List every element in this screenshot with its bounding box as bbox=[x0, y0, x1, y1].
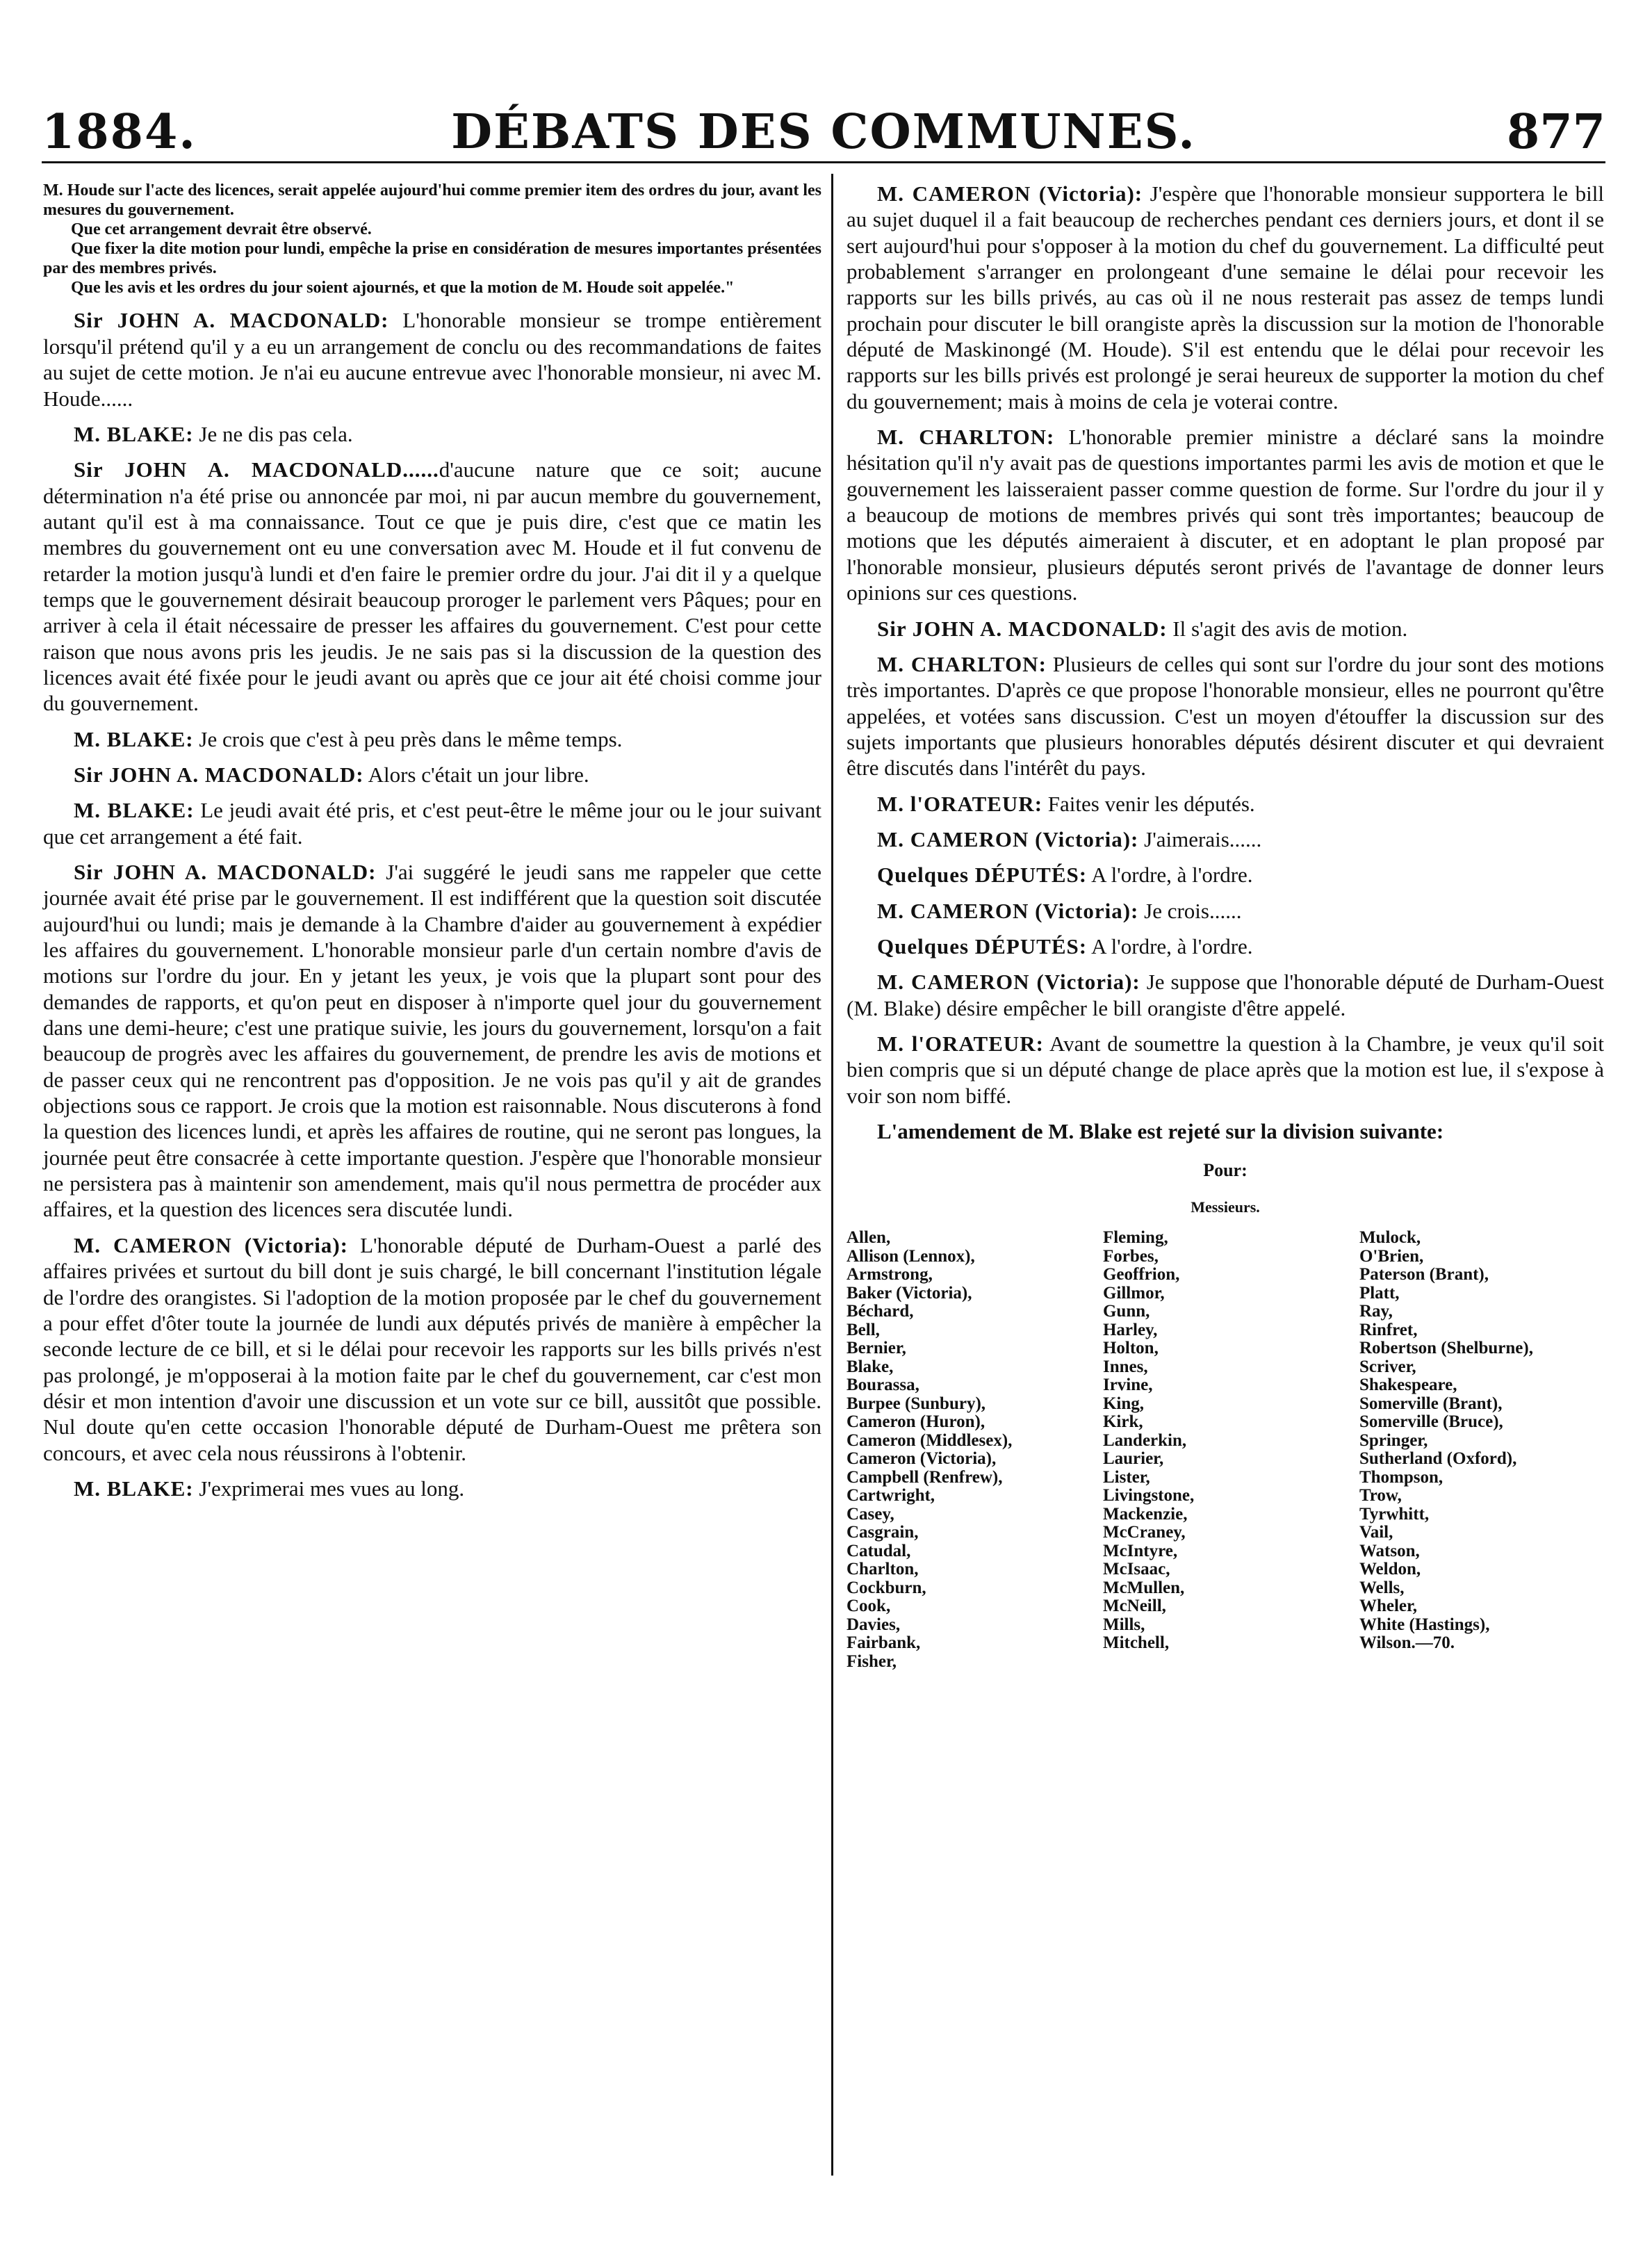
left-column bbox=[43, 181, 821, 1501]
member-name: Forbes, bbox=[1102, 1246, 1159, 1266]
member-name: Fisher, bbox=[847, 1651, 897, 1671]
speech-paragraph bbox=[43, 307, 821, 411]
member-name: Shakespeare, bbox=[1359, 1376, 1457, 1395]
member-name: Lister, bbox=[1102, 1467, 1150, 1487]
speech-text: Faites venir les députés. bbox=[1047, 791, 1255, 816]
member-name: Cameron (Middlesex), bbox=[847, 1430, 1013, 1450]
speech-text: Je crois...... bbox=[1144, 898, 1242, 923]
header-page-number: 877 bbox=[1507, 104, 1605, 160]
member-name: Tyrwhitt, bbox=[1359, 1504, 1430, 1524]
member-name: Robertson (Shelburne), bbox=[1359, 1339, 1533, 1358]
member-name: O'Brien, bbox=[1359, 1246, 1424, 1266]
member-name: Béchard, bbox=[847, 1302, 914, 1321]
speech-paragraph bbox=[847, 826, 1604, 852]
member-name: Burpee (Sunbury), bbox=[847, 1394, 986, 1413]
member-name: Charlton, bbox=[847, 1560, 919, 1579]
speech-paragraph bbox=[43, 762, 821, 788]
member-name: Irvine, bbox=[1102, 1376, 1153, 1395]
speech-paragraph bbox=[43, 1232, 821, 1466]
speaker-name: M. CAMERON (Victoria): bbox=[877, 898, 1139, 923]
speaker-name: M. CAMERON (Victoria): bbox=[877, 181, 1143, 206]
member-name: Bernier, bbox=[847, 1339, 906, 1358]
member-name: Kirk, bbox=[1102, 1412, 1143, 1432]
speech-paragraph bbox=[847, 933, 1604, 959]
speaker-name: M. l'ORATEUR: bbox=[877, 791, 1043, 816]
member-name: Paterson (Brant), bbox=[1359, 1265, 1489, 1284]
member-name: White (Hastings), bbox=[1359, 1615, 1490, 1634]
member-name: Mills, bbox=[1102, 1615, 1145, 1634]
member-name: Trow, bbox=[1359, 1486, 1402, 1506]
member-name: Somerville (Brant), bbox=[1359, 1394, 1503, 1413]
speaker-name: Sir JOHN A. MACDONALD: bbox=[74, 860, 377, 884]
page-header bbox=[42, 104, 1605, 181]
speech-paragraph bbox=[847, 1031, 1604, 1109]
speech-text: Il s'agit des avis de motion. bbox=[1172, 616, 1408, 641]
right-column bbox=[847, 181, 1604, 1671]
speech-text: J'espère que l'honorable monsieur supportera le bill au sujet duquel il a fait beaucoup de recherches pendant ces derniers jours, et dont il se sert aujourd'hui pour s'opposer à la motion du chef du gouvernement. La difficulté peut probablement s'arranger en prolongeant d'une semaine le délai pour recevoir les rapports sur les bills privés, au cas où il ne nous resterait pas assez de temps lundi prochain pour discuter le bill orangiste après la discussion sur la motion de l'honorable député de Maskinongé (M. Houde). S'il est entendu que le délai pour recevoir les rapports sur les bills privés est prolongé je serai heureux de supporter la motion du chef du gouvernement; mais à moins de cela je voterai contre. bbox=[847, 181, 1604, 414]
member-name: Davies, bbox=[847, 1615, 901, 1634]
member-name: Sutherland (Oxford), bbox=[1359, 1449, 1517, 1469]
member-name: Weldon, bbox=[1359, 1560, 1421, 1579]
member-name: Baker (Victoria), bbox=[847, 1283, 972, 1303]
column-divider bbox=[831, 174, 833, 2176]
member-name: Campbell (Renfrew), bbox=[847, 1467, 1003, 1487]
speech-text: L'honorable monsieur se trompe entièrement lorsqu'il prétend qu'il y a eu un arrangement de conclu ou des recommandations de faites au sujet de cette motion. Je n'ai eu aucune entrevue avec l'honorable monsieur, ni avec M. Houde...... bbox=[43, 308, 822, 411]
header-title: DÉBATS DES COMMUNES. bbox=[451, 104, 1196, 160]
member-name: Allison (Lennox), bbox=[847, 1246, 975, 1266]
motion-line: Que les avis et les ordres du jour soient ajournés, et que la motion de M. Houde soit appelée." bbox=[71, 279, 735, 297]
member-name: Blake, bbox=[847, 1357, 894, 1376]
speech-paragraph bbox=[43, 1476, 821, 1501]
speaker-name: M. l'ORATEUR: bbox=[877, 1031, 1044, 1056]
speech-text: Alors c'était un jour libre. bbox=[368, 762, 589, 787]
member-name: Catudal, bbox=[847, 1541, 911, 1560]
speech-paragraph bbox=[847, 181, 1604, 414]
member-name: Mulock, bbox=[1359, 1228, 1421, 1248]
member-name: Cockburn, bbox=[847, 1578, 926, 1597]
member-name: Bourassa, bbox=[847, 1376, 919, 1395]
member-name: McCraney, bbox=[1102, 1523, 1186, 1542]
speech-text: Je crois que c'est à peu près dans le même temps. bbox=[199, 726, 623, 751]
speaker-name: Quelques DÉPUTÉS: bbox=[877, 933, 1088, 958]
speaker-name: M. CAMERON (Victoria): bbox=[877, 970, 1140, 995]
speech-paragraph bbox=[847, 651, 1604, 781]
speech-text: J'exprimerai mes vues au long. bbox=[199, 1476, 465, 1501]
speaker-name: M. CAMERON (Victoria): bbox=[74, 1232, 348, 1257]
speaker-name: Sir JOHN A. MACDONALD: bbox=[74, 308, 389, 333]
speaker-name: M. CHARLTON: bbox=[877, 425, 1055, 450]
motion-line: Que fixer la dite motion pour lundi, empêche la prise en considération de mesures importantes présentées par des membres privés. bbox=[43, 240, 821, 278]
speaker-name: M. BLAKE: bbox=[74, 798, 195, 823]
speaker-name: M. BLAKE: bbox=[74, 726, 194, 751]
member-name: Gillmor, bbox=[1102, 1283, 1165, 1303]
speaker-name: Sir JOHN A. MACDONALD: bbox=[877, 616, 1168, 641]
speaker-name: Sir JOHN A. MACDONALD: bbox=[74, 762, 364, 787]
motion-text bbox=[43, 181, 821, 297]
member-name: Vail, bbox=[1359, 1523, 1393, 1542]
member-name: Casey, bbox=[847, 1504, 894, 1524]
member-name: Wheler, bbox=[1359, 1597, 1418, 1616]
member-name: Ray, bbox=[1359, 1302, 1393, 1321]
speech-paragraph bbox=[847, 424, 1604, 605]
member-name: Landerkin, bbox=[1102, 1430, 1187, 1450]
motion-line: Que cet arrangement devrait être observé. bbox=[71, 220, 372, 239]
member-name: Platt, bbox=[1359, 1283, 1400, 1303]
names-column-2 bbox=[1099, 1229, 1351, 1671]
speech-paragraph bbox=[43, 726, 821, 752]
speech-paragraph bbox=[847, 862, 1604, 888]
speaker-name: M. CHARLTON: bbox=[877, 651, 1047, 676]
member-name: Springer, bbox=[1359, 1430, 1428, 1450]
header-rule bbox=[42, 161, 1605, 163]
member-name: Casgrain, bbox=[847, 1523, 919, 1542]
member-name: McIntyre, bbox=[1102, 1541, 1178, 1560]
speech-text: d'aucune nature que ce soit; aucune détermination n'a été prise ou annoncée par moi, ni par aucun membre du gouvernement, autant qu'il est à ma connaissance. Tout ce que je puis dire, c'est que ce matin les membres du gouvernement ont eu une conversation avec M. Houde et il fut convenu de retarder la motion jusqu'à lundi et d'en faire le premier ordre du jour. J'ai dit il y a quelque temps que le gouvernement désirait beaucoup proroger le parlement vers Pâques; pour en arriver à cela il était nécessaire de presser les affaires du gouvernement. C'est pour cette raison que nous avons pris les jeudis. Je ne sais pas si la discussion de la question des licences avait été fixée pour le jeudi avant ou après que ce jour ait été choisi comme jour du gouvernement. bbox=[43, 457, 821, 716]
member-name: Gunn, bbox=[1102, 1302, 1150, 1321]
speech-text: L'honorable premier ministre a déclaré sans la moindre hésitation qu'il n'y avait pas de questions importantes parmi les avis de motion et que le gouvernement les laisseraient passer comme question de forme. Sur l'ordre du jour il y a beaucoup de motions de membres privés qui sont très importantes; beaucoup de motions que les députés aimeraient à discuter, et en adoptant le plan proposé par l'honorable monsieur, plusieurs députés seront privés de l'avantage de donner leurs opinions sur ces questions. bbox=[847, 425, 1605, 605]
speech-text: Je ne dis pas cela. bbox=[199, 421, 353, 446]
speech-paragraph bbox=[43, 421, 821, 447]
speaker-name: M. BLAKE: bbox=[74, 1476, 194, 1501]
speaker-name: M. BLAKE: bbox=[74, 421, 194, 446]
division-subheading: Messieurs. bbox=[1191, 1198, 1260, 1216]
division-intro-text: L'amendement de M. Blake est rejeté sur la division suivante: bbox=[877, 1119, 1444, 1143]
speech-text: J'aimerais...... bbox=[1144, 826, 1262, 851]
speech-paragraph bbox=[43, 859, 821, 1223]
speech-paragraph bbox=[847, 791, 1604, 817]
member-name: Cook, bbox=[847, 1597, 891, 1616]
member-name: Fleming, bbox=[1102, 1228, 1168, 1248]
member-name: Innes, bbox=[1102, 1357, 1148, 1376]
member-name: McMullen, bbox=[1102, 1578, 1185, 1597]
speech-text: Avant de soumettre la question à la Chambre, je veux qu'il soit bien compris que si un député change de place après que la motion est lue, il s'expose à voir son nom biffé. bbox=[847, 1031, 1604, 1108]
member-name: Livingstone, bbox=[1102, 1486, 1195, 1506]
member-name: Fairbank, bbox=[847, 1633, 921, 1653]
speech-text: Je suppose que l'honorable député de Durham-Ouest (M. Blake) désire empêcher le bill orangiste d'être appelé. bbox=[847, 970, 1605, 1020]
member-name: Harley, bbox=[1102, 1320, 1158, 1339]
member-name: Watson, bbox=[1359, 1541, 1420, 1560]
speech-text: A l'ordre, à l'ordre. bbox=[1091, 933, 1253, 958]
speaker-name: Sir JOHN A. MACDONALD...... bbox=[74, 457, 439, 482]
header-year: 1884. bbox=[42, 104, 197, 160]
speech-text: A l'ordre, à l'ordre. bbox=[1091, 863, 1253, 888]
division-names bbox=[847, 1229, 1604, 1671]
member-name: Wilson.—70. bbox=[1359, 1633, 1455, 1653]
member-name: McIsaac, bbox=[1102, 1560, 1170, 1579]
speech-text: J'ai suggéré le jeudi sans me rappeler que cette journée avait été prise par le gouvernement. Il est indifférent que la question soit discutée aujourd'hui ou lundi; mais je demande à la Chambre d'aider au gouvernement à expédier les affaires du gouvernement. L'honorable monsieur parle d'un certain nombre d'avis de motions sur l'ordre du jour. En y jetant les yeux, je vois que la plupart sont pour des demandes de rapports, et qu'on peut en disposer à n'importe quel jour du gouvernement dans une demi-heure; c'est une pratique suivie, les jours du gouvernement, lorsqu'on a fait beaucoup de progrès avec les affaires du gouvernement, de prendre les avis de motions et de passer ceux qui ne rencontrent pas d'opposition. Je ne vois pas qu'il y ait de grandes objections sous ce rapport. Je crois que la motion est raisonnable. Nous discuterons à fond la question des licences lundi, et après les affaires de routine, qui ne seront pas longues, la journée peut être consacrée à cette importante question. J'espère que l'honorable monsieur ne persistera pas à maintenir son amendement, mais qu'il nous permettra de procéder aux affaires, et la question des licences sera discutée lundi. bbox=[43, 860, 822, 1222]
motion-line: M. Houde sur l'acte des licences, serait appelée aujourd'hui comme premier item des ordres du jour, avant les mesures du gouvernement. bbox=[43, 181, 821, 220]
speaker-name: M. CAMERON (Victoria): bbox=[877, 826, 1139, 851]
member-name: Somerville (Bruce), bbox=[1359, 1412, 1503, 1432]
member-name: Allen, bbox=[847, 1228, 891, 1248]
member-name: Geoffrion, bbox=[1102, 1265, 1180, 1284]
speech-paragraph bbox=[43, 457, 821, 716]
member-name: Thompson, bbox=[1359, 1467, 1444, 1487]
member-name: King, bbox=[1102, 1394, 1145, 1413]
speaker-name: Quelques DÉPUTÉS: bbox=[877, 863, 1088, 888]
member-name: Wells, bbox=[1359, 1578, 1405, 1597]
speech-paragraph bbox=[43, 797, 821, 849]
names-column-1 bbox=[847, 1229, 1099, 1671]
member-name: Laurier, bbox=[1102, 1449, 1164, 1469]
member-name: Cartwright, bbox=[847, 1486, 935, 1506]
speech-text: L'honorable député de Durham-Ouest a parlé des affaires privées et surtout du bill dont je suis chargé, le bill concernant l'institution légale de l'ordre des orangistes. Si l'adoption de la motion proposée par le chef du gouvernement a pour effet d'ôter toute la journée de lundi aux députés privés de manière à empêcher la seconde lecture de ce bill, et si le délai pour recevoir les rapports sur les bills privés n'est pas prolongé, je m'opposerai à la motion faite par le chef du gouvernement, car c'est mon désir et mon intention d'avoir une discussion et un vote sur ce bill, aussitôt que possible. Nul doute qu'en cette occasion l'honorable député de Durham-Ouest me prêtera son concours, et avec cela nous réussirons à l'obtenir. bbox=[43, 1232, 822, 1465]
division-intro bbox=[847, 1118, 1604, 1144]
member-name: Mackenzie, bbox=[1102, 1504, 1188, 1524]
member-name: Holton, bbox=[1102, 1339, 1159, 1358]
speech-paragraph bbox=[847, 898, 1604, 924]
member-name: Cameron (Victoria), bbox=[847, 1449, 997, 1469]
names-column-3 bbox=[1351, 1229, 1603, 1671]
member-name: Armstrong, bbox=[847, 1265, 933, 1284]
speech-text: Le jeudi avait été pris, et c'est peut-être le même jour ou le jour suivant que cet arrangement a été fait. bbox=[43, 798, 821, 849]
speech-paragraph bbox=[847, 616, 1604, 642]
member-name: Bell, bbox=[847, 1320, 880, 1339]
speech-paragraph bbox=[847, 969, 1604, 1021]
member-name: McNeill, bbox=[1102, 1597, 1166, 1616]
member-name: Rinfret, bbox=[1359, 1320, 1418, 1339]
member-name: Mitchell, bbox=[1102, 1633, 1170, 1653]
division-heading: Pour: bbox=[1203, 1160, 1248, 1181]
member-name: Cameron (Huron), bbox=[847, 1412, 986, 1432]
speech-text: Plusieurs de celles qui sont sur l'ordre du jour sont des motions très importantes. D'après ce que propose l'honorable monsieur, elles ne pourront qu'être appelées, et votées sans discussion. C'est un moyen d'étouffer la discussion sur des sujets importants que plusieurs honorables députés désirent discuter et qui devraient être discutés dans l'intérêt du pays. bbox=[847, 651, 1605, 781]
member-name: Scriver, bbox=[1359, 1357, 1416, 1376]
